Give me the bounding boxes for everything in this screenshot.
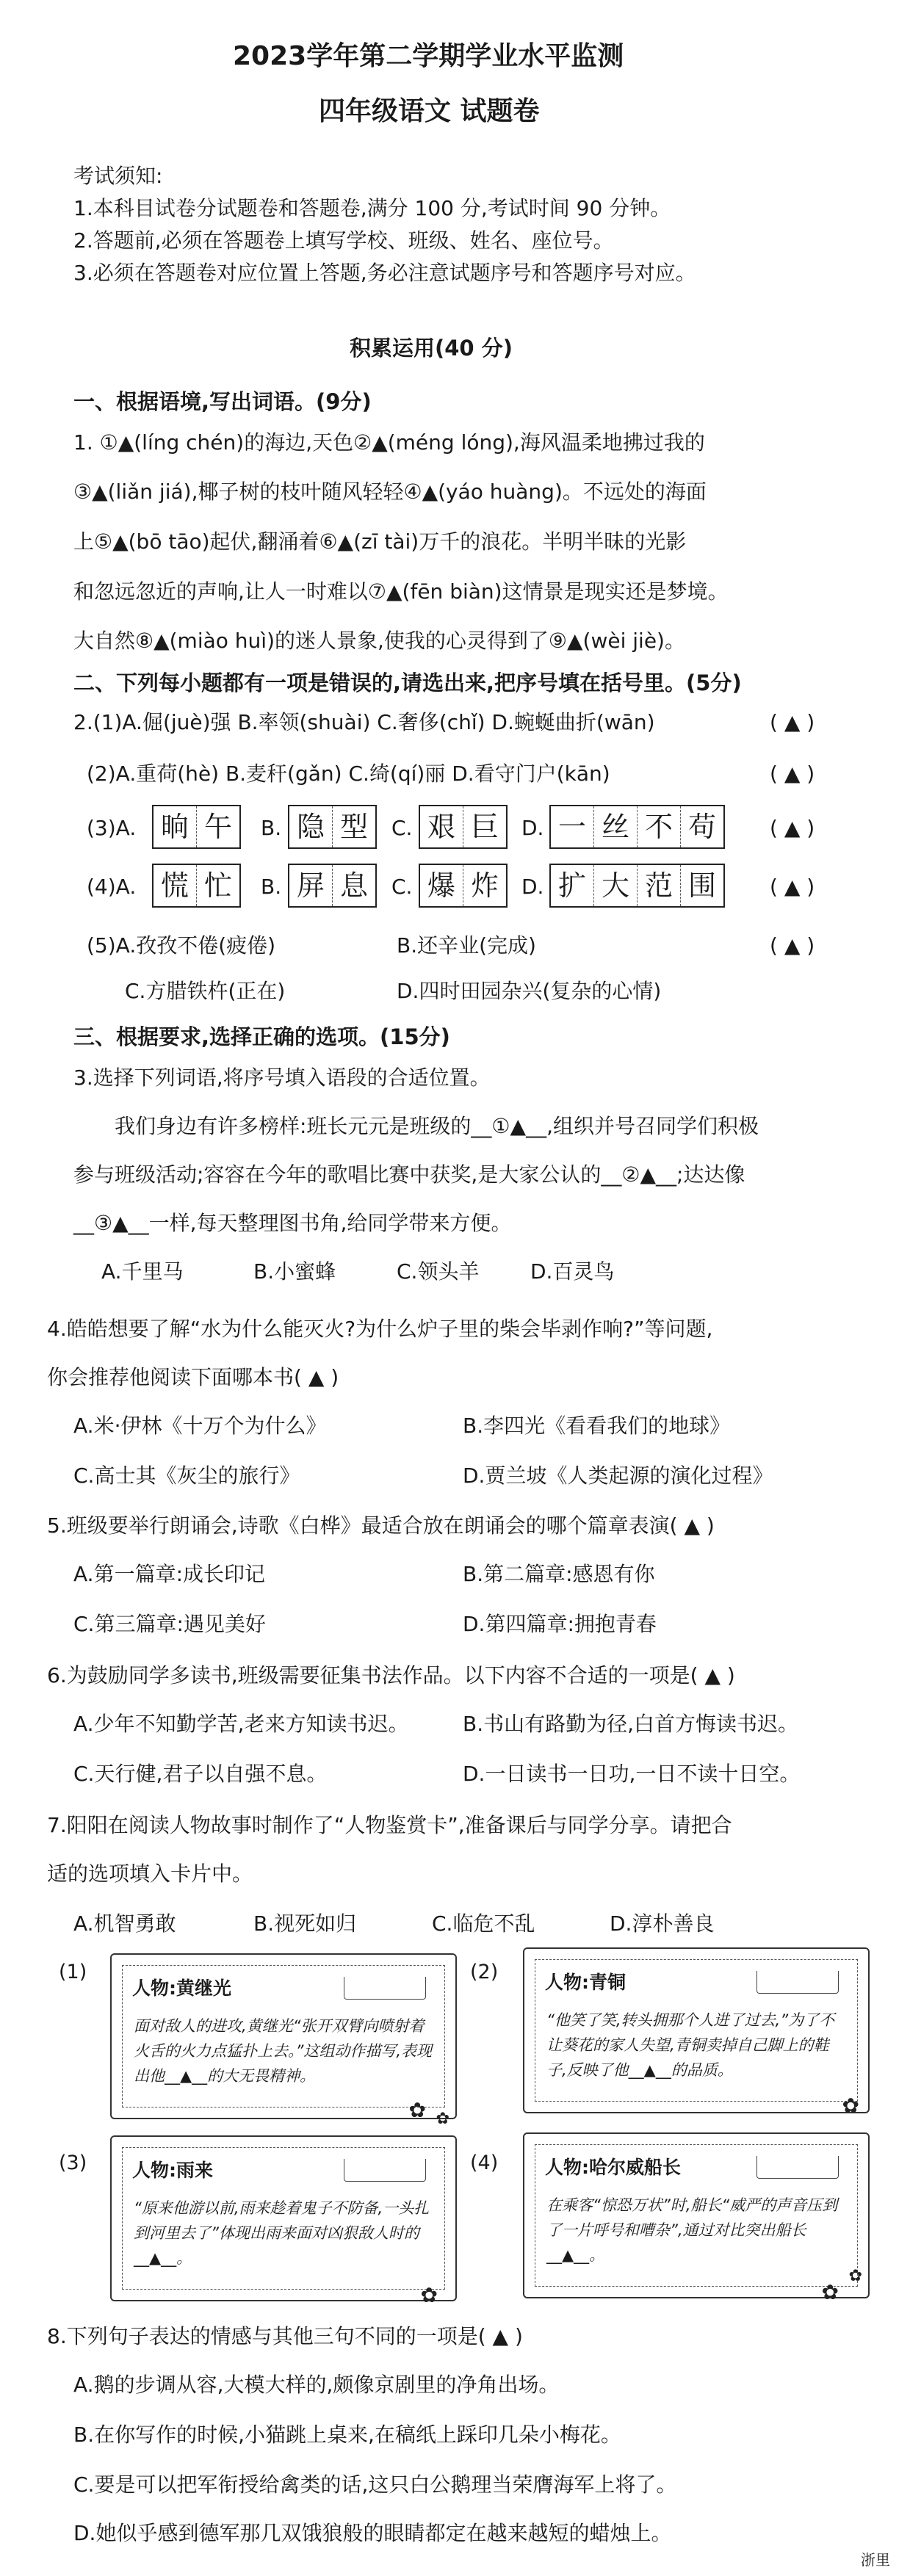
- grid-char: 艰: [420, 806, 463, 847]
- card-tab: [756, 2156, 839, 2179]
- exam-title: 2023学年第二学期学业水平监测: [233, 41, 624, 71]
- s2-q4-d-label: D.: [521, 875, 544, 899]
- s3-q4-option-a: A.米·伊林《十万个为什么》: [73, 1414, 327, 1438]
- notice-item-1: 1.本科目试卷分试题卷和答题卷,满分 100 分,考试时间 90 分钟。: [73, 196, 671, 220]
- flower-icon: ✿: [848, 2267, 862, 2285]
- card-4-number: (4): [470, 2152, 499, 2174]
- s2-q3-bracket: ( ▲ ): [770, 816, 815, 840]
- s3-q3-option-d: D.百灵鸟: [530, 1259, 615, 1284]
- appreciation-card-1: [110, 1953, 457, 2128]
- grid-char: 息: [339, 869, 368, 902]
- s2-q3-d-grid: [549, 805, 725, 849]
- card-2-number: (2): [470, 1961, 499, 1983]
- card-character: 人物:雨来: [132, 2160, 213, 2181]
- exam-subtitle: 四年级语文 试题卷: [319, 96, 540, 126]
- grid-char: 屏: [289, 865, 333, 906]
- s3-q6-line: 6.为鼓励同学多读书,班级需要征集书法作品。以下内容不合适的一项是( ▲ ): [47, 1663, 735, 1687]
- s3-q8-option-d: D.她似乎感到德军那几双饿狼般的眼睛都定在越来越短的蜡烛上。: [73, 2521, 672, 2545]
- s3-q7-option-b: B.视死如归: [253, 1911, 357, 1936]
- card-text: 面对敌人的进攻,黄继光“张开双臂向喷射着火舌的火力点猛扑上去。”这组动作描写,表现出他__▲__的大无畏精神。: [134, 2017, 433, 2085]
- grid-char: 大: [594, 865, 638, 906]
- s3-q4-option-c: C.高士其《灰尘的旅行》: [73, 1464, 300, 1488]
- grid-char: 范: [638, 865, 681, 906]
- flower-icon: ✿: [420, 2283, 438, 2307]
- grid-char: 隐: [289, 806, 333, 847]
- s3-q8-line: 8.下列句子表达的情感与其他三句不同的一项是( ▲ ): [47, 2324, 523, 2348]
- s2-q4-b-grid: [288, 864, 377, 908]
- s3-q3-option-b: B.小蜜蜂: [253, 1259, 336, 1284]
- grid-char: 不: [638, 806, 681, 847]
- s1-line-3: 上⑤▲(bō tāo)起伏,翻涌着⑥▲(zī tài)万千的浪花。半明半昧的光影: [73, 529, 687, 554]
- s2-q3-d-label: D.: [521, 816, 544, 840]
- s2-q2-bracket: ( ▲ ): [770, 761, 815, 786]
- s2-q4-c-grid: [419, 864, 508, 908]
- s3-q3-line-4: __③▲__一样,每天整理图书角,给同学带来方便。: [73, 1211, 512, 1235]
- s3-q7-line-2: 适的选项填入卡片中。: [47, 1862, 253, 1886]
- section-1-heading: 一、根据语境,写出词语。(9分): [73, 389, 372, 414]
- notice-heading: 考试须知:: [73, 164, 163, 188]
- card-3-number: (3): [59, 2152, 87, 2174]
- s3-q3-line-2: 我们身边有许多榜样:班长元元是班级的__①▲__,组织并号召同学们积极: [115, 1114, 759, 1138]
- part-title: 积累运用(40 分): [350, 336, 513, 361]
- s2-q1: 2.(1)A.倔(juè)强 B.率领(shuài) C.奢侈(chǐ) D.蜿蜒曲折(wān): [73, 710, 655, 734]
- s3-q5-option-d: D.第四篇章:拥抱青春: [463, 1612, 657, 1636]
- s2-q2: (2)A.重荷(hè) B.麦秆(gǎn) C.绮(qí)丽 D.看守门户(kān): [87, 761, 610, 786]
- s3-q3-option-c: C.领头羊: [397, 1259, 480, 1284]
- card-text: 在乘客“惊恐万状”时,船长“威严的声音压到了一片呼号和嘈杂”,通过对比突出船长__▲__。: [546, 2196, 838, 2264]
- card-1-number: (1): [59, 1961, 87, 1983]
- s3-q8-option-b: B.在你写作的时候,小猫跳上桌来,在稿纸上踩印几朵小梅花。: [73, 2423, 621, 2447]
- appreciation-card-4: [523, 2132, 870, 2304]
- s3-q8-option-a: A.鹅的步调从容,大模大样的,颇像京剧里的净角出场。: [73, 2373, 560, 2397]
- s2-q3-b-label: B.: [261, 816, 282, 840]
- s2-q4-c-label: C.: [391, 875, 413, 899]
- card-text: “他笑了笑,转头拥那个人进了过去,”为了不让葵花的家人失望,青铜卖掉自己脚上的鞋子,反映了他__▲__的品质。: [546, 2011, 835, 2079]
- s2-q5-b: B.还辛业(完成): [397, 933, 536, 958]
- s3-q7-option-d: D.淳朴善良: [610, 1911, 715, 1936]
- s3-q6-option-a: A.少年不知勤学苦,老来方知读书迟。: [73, 1712, 409, 1736]
- s3-q4-line-1: 4.皓皓想要了解“水为什么能灭火?为什么炉子里的柴会毕剥作响?”等问题,: [47, 1317, 713, 1341]
- grid-char: 扩: [551, 865, 594, 906]
- grid-char: 型: [339, 811, 368, 843]
- s2-q3-c-label: C.: [391, 816, 413, 840]
- card-character: 人物:哈尔威船长: [545, 2157, 681, 2178]
- s3-q6-option-b: B.书山有路勤为径,白首方悔读书迟。: [463, 1712, 799, 1736]
- s3-q6-option-c: C.天行健,君子以自强不息。: [73, 1762, 328, 1786]
- card-text: “原来他游以前,雨来趁着鬼子不防备,一头扎到河里去了”体现出雨来面对凶狠敌人时的__▲__。: [134, 2199, 430, 2267]
- grid-char: 围: [687, 869, 716, 902]
- grid-char: 晌: [154, 806, 197, 847]
- s2-q1-bracket: ( ▲ ): [770, 710, 815, 734]
- notice-item-3: 3.必须在答题卷对应位置上答题,务必注意试题序号和答题序号对应。: [73, 261, 696, 285]
- grid-char: 爆: [420, 865, 463, 906]
- appreciation-card-2: [523, 1947, 870, 2118]
- footer-region: 浙里: [861, 2551, 890, 2569]
- s3-q5-line: 5.班级要举行朗诵会,诗歌《白桦》最适合放在朗诵会的哪个篇章表演( ▲ ): [47, 1513, 715, 1538]
- s2-q4-b-label: B.: [261, 875, 282, 899]
- s3-q3-option-a: A.千里马: [101, 1259, 184, 1284]
- s2-q3-c-grid: [419, 805, 508, 849]
- s3-q5-option-c: C.第三篇章:遇见美好: [73, 1612, 266, 1636]
- s3-q4-line-2: 你会推荐他阅读下面哪本书( ▲ ): [47, 1365, 339, 1389]
- s1-line-1: 1. ①▲(líng chén)的海边,天色②▲(méng lóng),海风温柔地拂过我的: [73, 430, 705, 455]
- s2-q5-d: D.四时田园杂兴(复杂的心情): [397, 979, 662, 1003]
- s1-line-2: ③▲(liǎn jiá),椰子树的枝叶随风轻轻④▲(yáo huàng)。不远处的海面: [73, 480, 707, 504]
- s2-q4-d-grid: [549, 864, 725, 908]
- s2-q5-bracket: ( ▲ ): [770, 933, 815, 958]
- s2-q3-label: (3)A.: [87, 816, 137, 840]
- grid-char: 炸: [470, 869, 499, 902]
- card-character: 人物:青铜: [545, 1972, 626, 1993]
- notice-item-2: 2.答题前,必须在答题卷上填写学校、班级、姓名、座位号。: [73, 228, 614, 253]
- grid-char: 午: [203, 811, 232, 843]
- s2-q4-a-grid: [152, 864, 241, 908]
- s2-q5-c: C.方腊铁杵(正在): [125, 979, 286, 1003]
- card-tab: [344, 1977, 426, 2000]
- grid-char: 苟: [687, 811, 716, 843]
- s3-q4-option-d: D.贾兰坡《人类起源的演化过程》: [463, 1464, 773, 1488]
- flower-icon: ✿: [436, 2110, 449, 2128]
- section-2-heading: 二、下列每小题都有一项是错误的,请选出来,把序号填在括号里。(5分): [73, 670, 742, 695]
- s3-q7-option-c: C.临危不乱: [432, 1911, 535, 1936]
- s3-q6-option-d: D.一日读书一日功,一日不读十日空。: [463, 1762, 801, 1786]
- grid-char: 一: [551, 806, 594, 847]
- s3-q7-option-a: A.机智勇敢: [73, 1911, 176, 1936]
- grid-char: 巨: [470, 811, 499, 843]
- s2-q4-bracket: ( ▲ ): [770, 875, 815, 899]
- s3-q5-option-b: B.第二篇章:感恩有你: [463, 1562, 655, 1586]
- flower-icon: ✿: [842, 2094, 859, 2118]
- s3-q3-line-3: 参与班级活动;容容在今年的歌唱比赛中获奖,是大家公认的__②▲__;达达像: [73, 1162, 745, 1187]
- s2-q4-label: (4)A.: [87, 875, 137, 899]
- s3-q5-option-a: A.第一篇章:成长印记: [73, 1562, 265, 1586]
- s1-line-4: 和忽远忽近的声响,让人一时难以⑦▲(fēn biàn)这情景是现实还是梦境。: [73, 579, 729, 604]
- s3-q3-line-1: 3.选择下列词语,将序号填入语段的合适位置。: [73, 1066, 491, 1090]
- flower-icon: ✿: [821, 2280, 839, 2304]
- s3-q4-option-b: B.李四光《看看我们的地球》: [463, 1414, 731, 1438]
- s1-line-5: 大自然⑧▲(miào huì)的迷人景象,使我的心灵得到了⑨▲(wèi jiè)。: [73, 629, 685, 653]
- card-character: 人物:黄继光: [132, 1978, 231, 1999]
- section-3-heading: 三、根据要求,选择正确的选项。(15分): [73, 1024, 450, 1049]
- grid-char: 慌: [154, 865, 197, 906]
- card-tab: [756, 1971, 839, 1994]
- grid-char: 丝: [594, 806, 638, 847]
- s2-q3-a-grid: [152, 805, 241, 849]
- card-tab: [344, 2159, 426, 2182]
- s2-q3-b-grid: [288, 805, 377, 849]
- appreciation-card-3: [110, 2135, 457, 2307]
- flower-icon: ✿: [408, 2098, 426, 2122]
- s2-q5-a: (5)A.孜孜不倦(疲倦): [87, 933, 276, 958]
- grid-char: 忙: [203, 869, 232, 902]
- s3-q7-line-1: 7.阳阳在阅读人物故事时制作了“人物鉴赏卡”,准备课后与同学分享。请把合: [47, 1813, 732, 1837]
- s3-q8-option-c: C.要是可以把军衔授给禽类的话,这只白公鹅理当荣膺海军上将了。: [73, 2472, 677, 2497]
